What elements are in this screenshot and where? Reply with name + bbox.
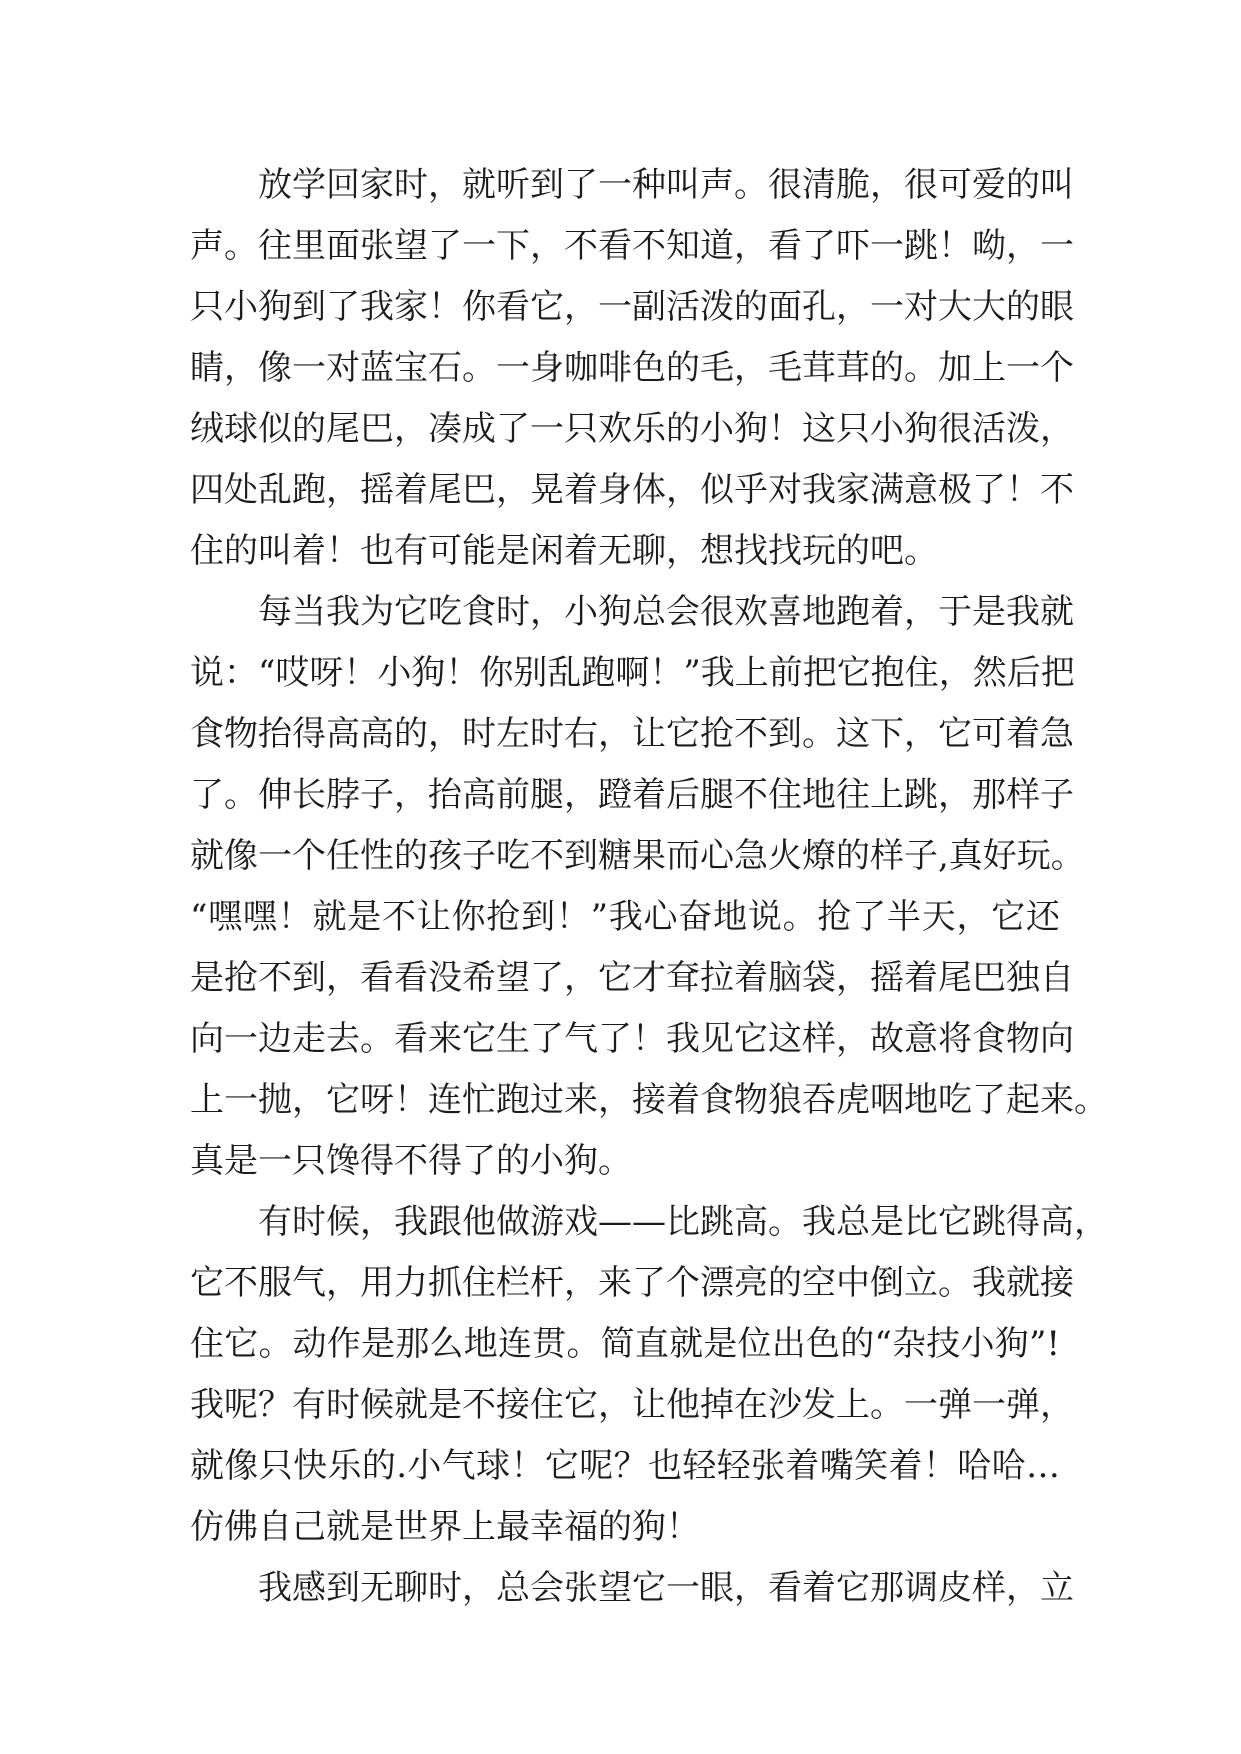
paragraph-2-line-3: 食物抬得高高的，时左时右，让它抢不到。这下，它可着急	[190, 714, 1074, 754]
paragraph-3-line-1: 有时候，我跟他做游戏——比跳高。我总是比它跳得高，	[258, 1202, 1108, 1242]
paragraph-3-line-6: 仿佛自己就是世界上最幸福的狗！	[190, 1507, 700, 1547]
paragraph-2-line-2: 说：“哎呀！小狗！你别乱跑啊！”我上前把它抱住，然后把	[190, 653, 1075, 693]
paragraph-1-line-1: 放学回家时，就听到了一种叫声。很清脆，很可爱的叫	[258, 165, 1074, 205]
paragraph-2-line-5: 就像一个任性的孩子吃不到糖果而心急火燎的样子,真好玩。	[190, 836, 1085, 876]
paragraph-3-line-2: 它不服气，用力抓住栏杆，来了个漂亮的空中倒立。我就接	[190, 1263, 1074, 1303]
paragraph-1-line-7: 住的叫着！也有可能是闲着无聊，想找找玩的吧。	[190, 531, 938, 571]
paragraph-2-line-8: 向一边走去。看来它生了气了！我见它这样，故意将食物向	[190, 1019, 1074, 1059]
paragraph-3-line-5: 就像只快乐的.小气球！它呢？也轻轻张着嘴笑着！哈哈…	[190, 1446, 1060, 1486]
paragraph-3-line-3: 住它。动作是那么地连贯。简直就是位出色的“杂技小狗”!	[190, 1324, 1060, 1364]
paragraph-2-line-6: “嘿嘿！就是不让你抢到！”我心奋地说。抢了半天，它还	[190, 897, 1060, 937]
paragraph-1-line-4: 睛，像一对蓝宝石。一身咖啡色的毛，毛茸茸的。加上一个	[190, 348, 1074, 388]
paragraph-3-line-4: 我呢？有时候就是不接住它，让他掉在沙发上。一弹一弹，	[190, 1385, 1074, 1425]
paragraph-1-line-5: 绒球似的尾巴，凑成了一只欢乐的小狗！这只小狗很活泼，	[190, 409, 1074, 449]
paragraph-1-line-3: 只小狗到了我家！你看它，一副活泼的面孔，一对大大的眼	[190, 287, 1074, 327]
paragraph-2-line-9: 上一抛，它呀！连忙跑过来，接着食物狼吞虎咽地吃了起来。	[190, 1080, 1108, 1120]
paragraph-1-line-6: 四处乱跑，摇着尾巴，晃着身体，似乎对我家满意极了！不	[190, 470, 1074, 510]
essay-body	[190, 155, 1108, 1619]
paragraph-2-line-4: 了。伸长脖子，抬高前腿，蹬着后腿不住地往上跳，那样子	[190, 775, 1074, 815]
paragraph-2-line-7: 是抢不到，看看没希望了，它才耷拉着脑袋，摇着尾巴独自	[190, 958, 1074, 998]
paragraph-4-line-1: 我感到无聊时，总会张望它一眼，看着它那调皮样，立	[258, 1568, 1074, 1608]
paragraph-2-line-1: 每当我为它吃食时，小狗总会很欢喜地跑着，于是我就	[258, 592, 1074, 632]
paragraph-1-line-2: 声。往里面张望了一下，不看不知道，看了吓一跳！呦，一	[190, 226, 1074, 266]
paragraph-2-line-10: 真是一只馋得不得了的小狗。	[190, 1141, 632, 1181]
